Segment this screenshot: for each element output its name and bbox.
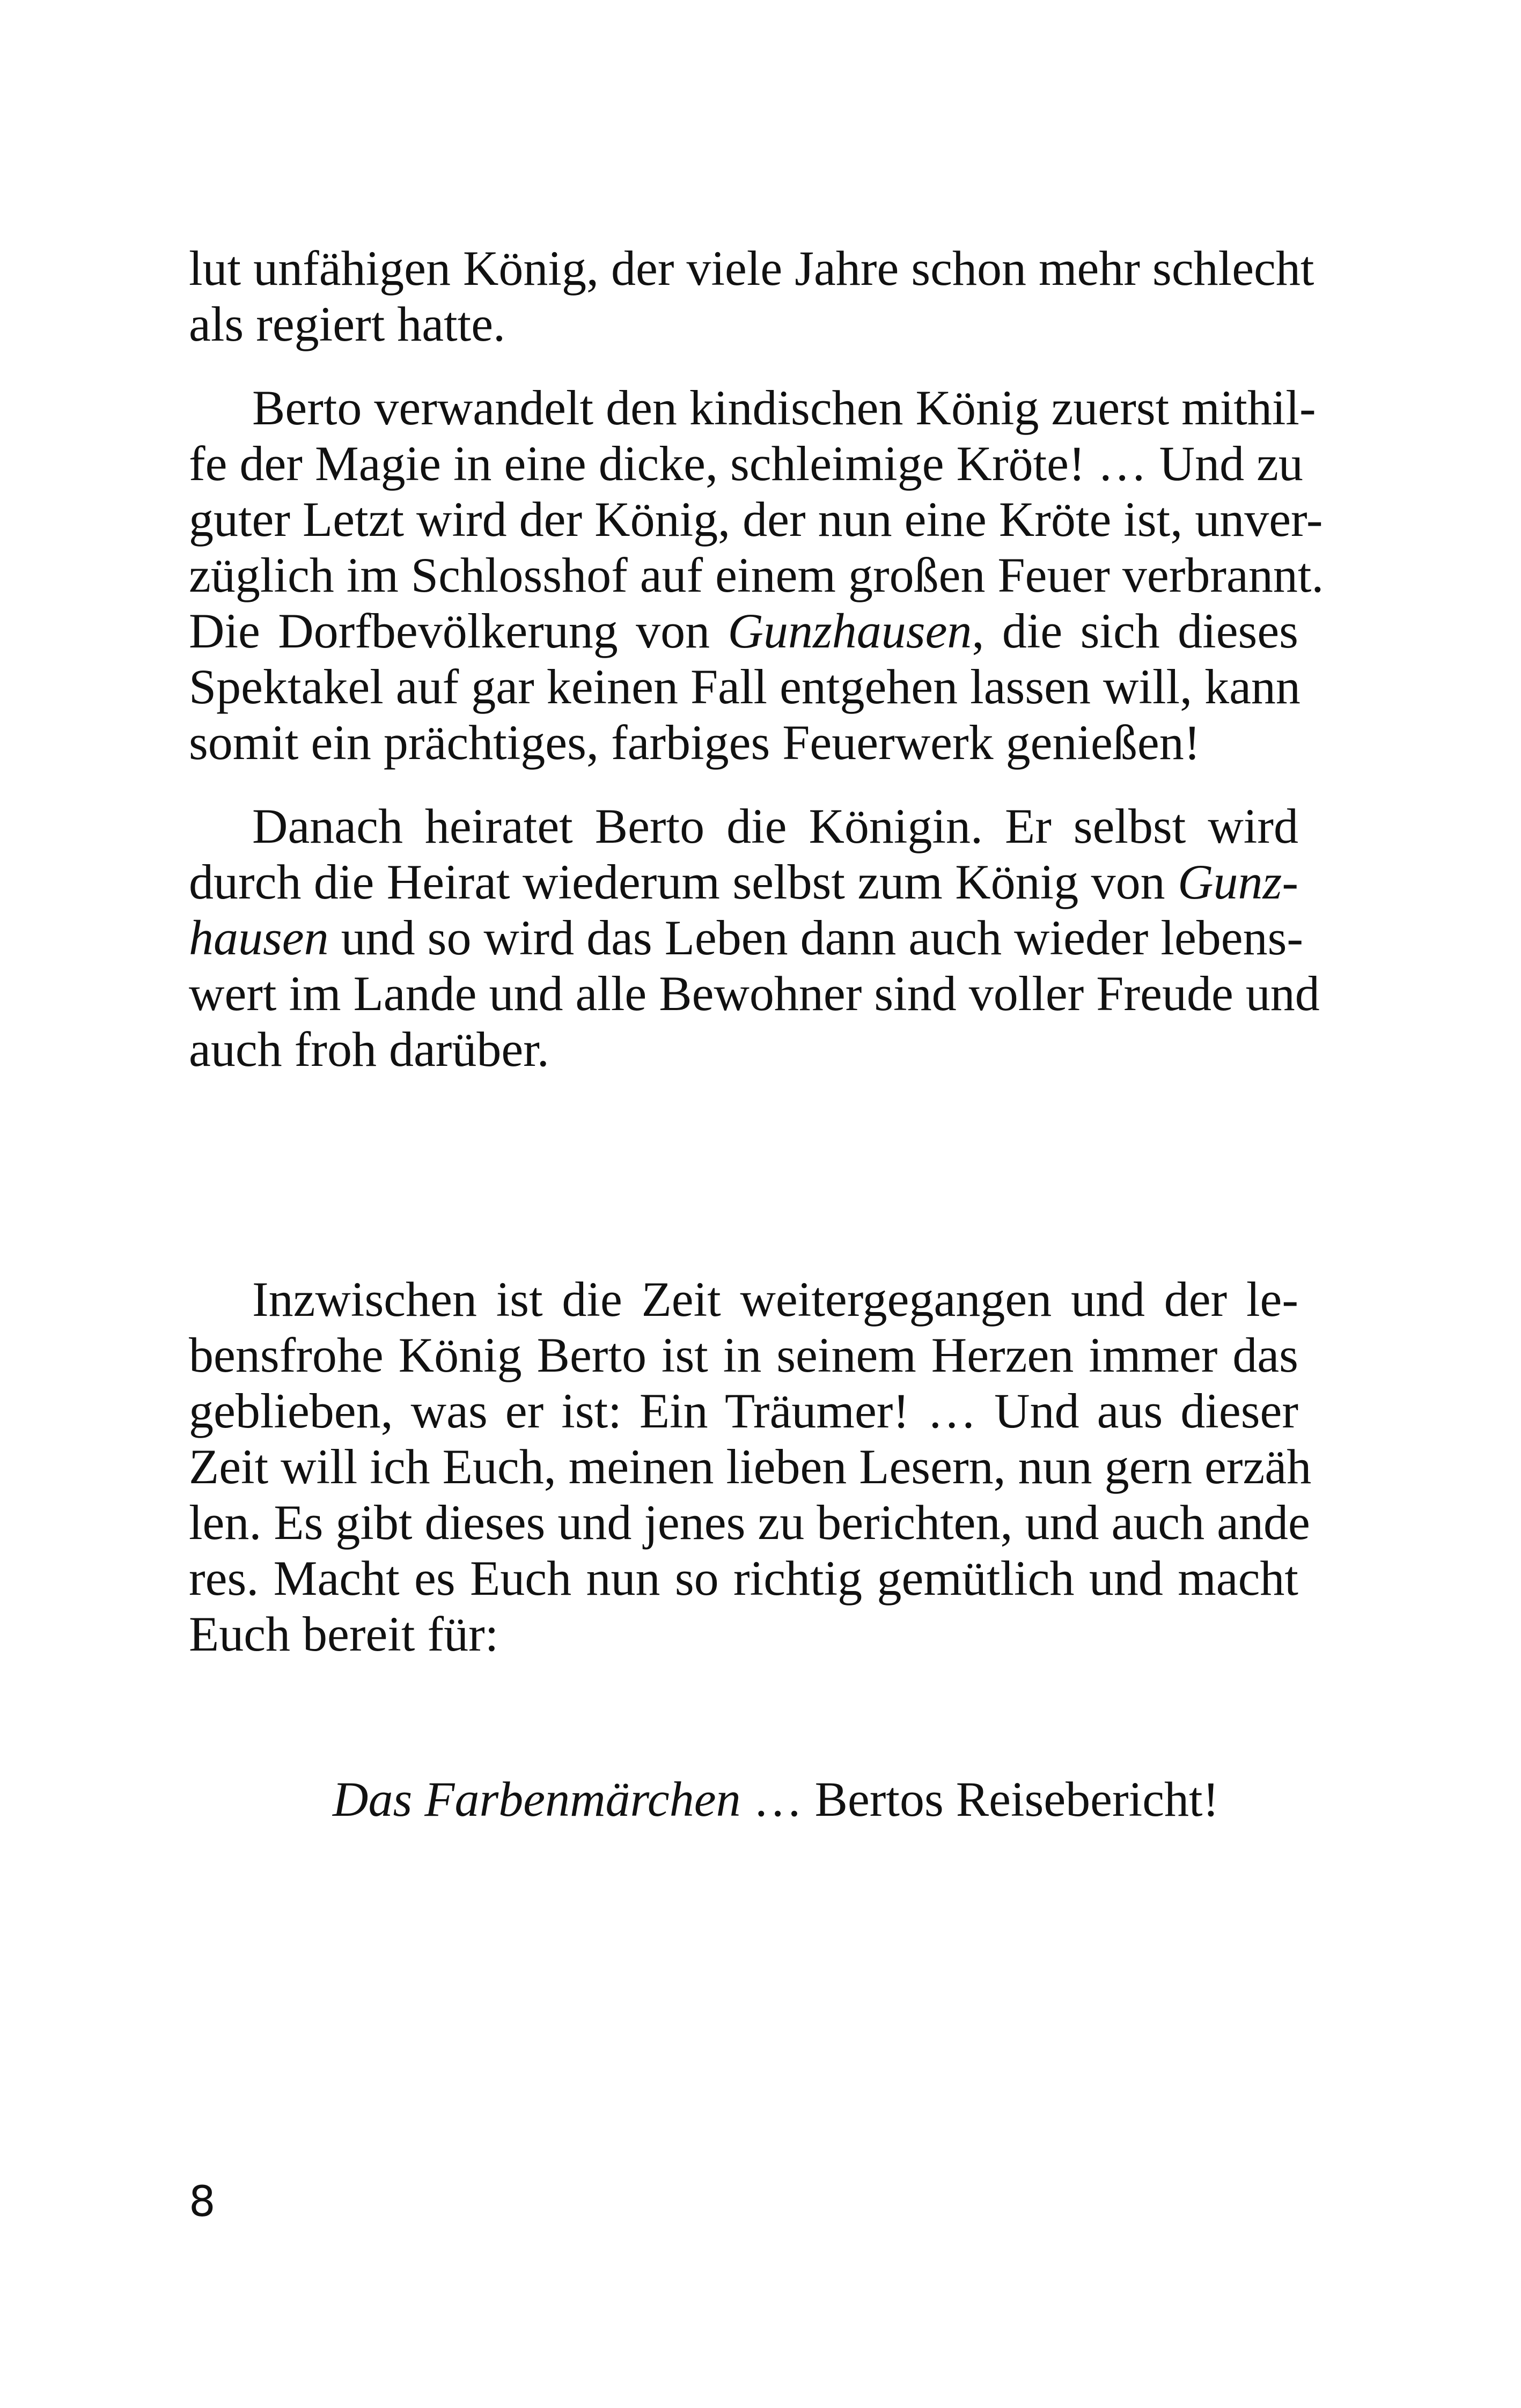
paragraph-3-line-4: wert im Lande und alle Bewohner sind voller Freude und xyxy=(189,966,1320,1021)
paragraph-2-line-2: fe der Magie in eine dicke, schleimige Kröte! … Und zu xyxy=(189,436,1303,491)
paragraph-3-line-2 xyxy=(189,854,1298,910)
paragraph-4-line-1: Inzwischen ist die Zeit weitergegangen und der le- xyxy=(252,1272,1298,1327)
paragraph-2-line-3: guter Letzt wird der König, der nun eine Kröte ist, unver- xyxy=(189,492,1323,547)
paragraph-2-line-1: Berto verwandelt den kindischen König zuerst mithil- xyxy=(252,380,1316,435)
paragraph-4-line-5: len. Es gibt dieses und jenes zu berichten, und auch ande xyxy=(189,1495,1310,1550)
page-number: 8 xyxy=(189,2178,216,2226)
paragraph-2-line-6: Spektakel auf gar keinen Fall entgehen lassen will, kann xyxy=(189,659,1300,714)
paragraph-1-line-2: als regiert hatte. xyxy=(189,297,506,351)
paragraph-3-line-5: auch froh darüber. xyxy=(189,1022,549,1077)
paragraph-1-line-1: lut unfähigen König, der viele Jahre schon mehr schlecht xyxy=(189,241,1314,296)
story-title: Das Farbenmärchen xyxy=(333,1772,741,1827)
paragraph-2-line-4: züglich im Schlosshof auf einem großen Feuer verbrannt. xyxy=(189,548,1324,602)
italic-place-name: hausen xyxy=(189,910,329,965)
text-span: , die sich dieses xyxy=(972,603,1298,658)
paragraph-4-line-2: bensfrohe König Berto ist in seinem Herzen immer das xyxy=(189,1328,1298,1382)
text-span: und so wird das Leben dann auch wieder lebens- xyxy=(328,910,1304,965)
paragraph-4-line-6: res. Macht es Euch nun so richtig gemütlich und macht xyxy=(189,1551,1298,1606)
closing-title-line xyxy=(333,1771,1219,1827)
paragraph-4-line-4: Zeit will ich Euch, meinen lieben Lesern, nun gern erzäh xyxy=(189,1439,1312,1494)
paragraph-2-line-5 xyxy=(189,603,1298,659)
italic-place-name: Gunzhausen xyxy=(728,603,972,658)
paragraph-3-line-1: Danach heiratet Berto die Königin. Er selbst wird xyxy=(252,799,1298,853)
italic-place-name: Gunz- xyxy=(1178,855,1298,909)
paragraph-2-line-7: somit ein prächtiges, farbiges Feuerwerk genießen! xyxy=(189,715,1201,770)
paragraph-4-line-7: Euch bereit für: xyxy=(189,1607,499,1661)
closing-text: … Bertos Reisebericht! xyxy=(740,1772,1219,1827)
text-span: durch die Heirat wiederum selbst zum König von xyxy=(189,855,1178,909)
paragraph-4-line-3: geblieben, was er ist: Ein Träumer! … Und aus dieser xyxy=(189,1383,1298,1438)
paragraph-3-line-3 xyxy=(189,910,1304,966)
text-span: Die Dorfbevölkerung von xyxy=(189,603,728,658)
